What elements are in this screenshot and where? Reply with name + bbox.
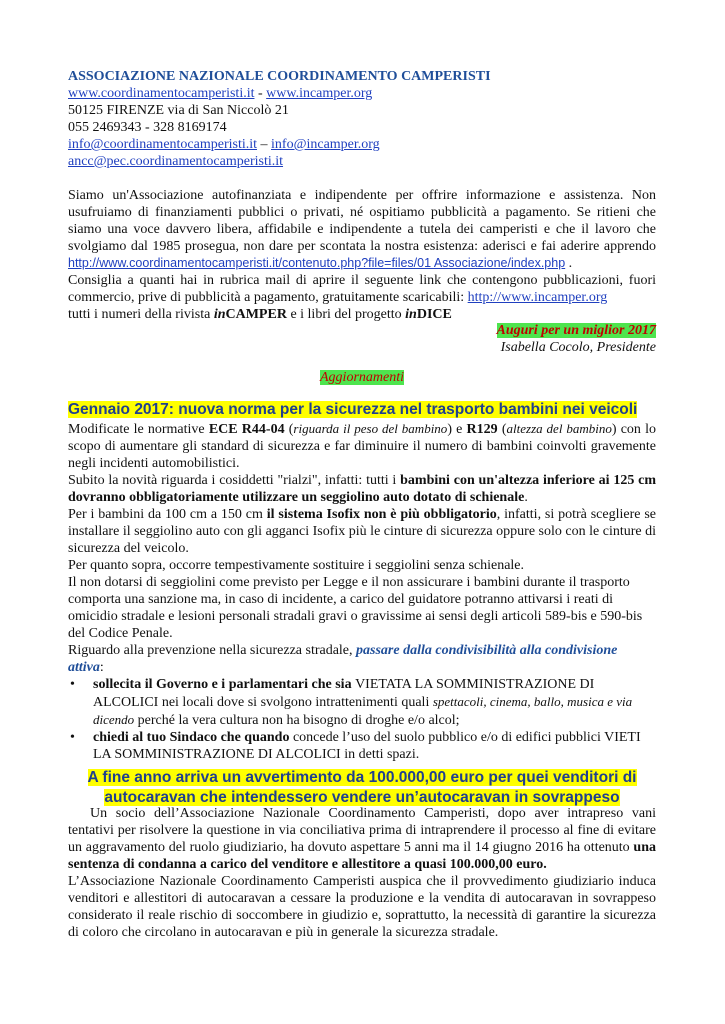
news2-paragraph-2: L’Associazione Nazionale Coordinamento Camperisti auspica che il provvedimento giudiziario induca venditori e allestitori di autocaravan a cessare la produzione e la vendita di autocaravan in sovrappeso considerato il reale rischio di soccombere in giudizio e, soprattutto, la necessità di garantire la sicurezza di coloro che circolano in autocaravan e più in generale la sicurezza stradale. [68, 874, 656, 940]
emphasis: chiedi al tuo Sindaco che quando [93, 730, 290, 745]
email-separator: – [257, 137, 272, 152]
project-prefix: in [405, 307, 417, 322]
intro-paragraph-1 [68, 187, 656, 272]
emphasis: sollecita il Governo e i parlamentari che sia [93, 677, 356, 692]
intro-paragraph-3 [68, 306, 656, 323]
email-link-coordinamento[interactable]: info@coordinamentocamperisti.it [68, 137, 258, 152]
list-item [70, 729, 656, 763]
intro-text-3a: tutti i numeri della rivista [68, 307, 214, 322]
pec-email-link[interactable]: ancc@pec.coordinamentocamperisti.it [68, 154, 284, 169]
text: Per i bambini da 100 cm a 150 cm [68, 507, 267, 522]
news1-paragraph-1 [68, 420, 656, 472]
news1-body [68, 420, 656, 763]
text: ) e [447, 422, 467, 437]
updates-heading: Aggiornamenti [320, 370, 404, 385]
email-link-incamper[interactable]: info@incamper.org [271, 137, 380, 152]
website-link-coordinamento[interactable]: www.coordinamentocamperisti.it [68, 86, 255, 101]
action-list [68, 676, 656, 763]
news1-paragraph-5: Il non dotarsi di seggiolini come previsto per Legge e il non assicurare i bambini durante il trasporto comporta una sanzione ma, in caso di incidente, a carico del guidatore potranno attivarsi i reati di omicidio stradale e lesioni personali stradali gravi o gravissime ai sensi degli articoli 589-bis e 590-bis del Codice Penale. [68, 575, 643, 641]
news2-title-line-1: A fine anno arriva un avvertimento da 100.000,00 euro per quei venditori di [87, 769, 637, 786]
magazine-name: CAMPER [225, 307, 287, 322]
signature-line: Isabella Cocolo, Presidente [500, 340, 656, 355]
text: , infatti, si potrà scegliere se installare il seggiolino auto con gli agganci Isofix più le cinture di sicurezza oppure solo con le cinture di sicurezza del veicolo. [68, 507, 656, 556]
intro-text-3b: e i libri del progetto [286, 307, 406, 322]
text: VIETATA LA SOMMINISTRAZIONE DI ALCOLICI nei locali dove si svolgono intrattenimenti quali [93, 677, 595, 710]
text: ( [284, 422, 294, 437]
news2-title-wrap [68, 768, 656, 808]
news1-title-wrap [68, 400, 656, 419]
intro-text-1-end: . [565, 256, 573, 271]
news1-paragraph-3 [68, 506, 656, 557]
header-block [68, 68, 656, 170]
emphasis: una sentenza di condanna a carico del venditore e allestitore a quasi 100.000,00 euro. [68, 840, 656, 872]
text: ( [497, 422, 507, 437]
list-item [70, 676, 656, 729]
bullet-icon: • [70, 730, 75, 745]
news1-paragraph-4: Per quanto sopra, occorre tempestivamente sostituire i seggiolini senza schienale. [68, 558, 525, 573]
norm-r129: R129 [466, 422, 498, 437]
call-to-action: passare dalla condivisibilità alla condivisione attiva [68, 643, 618, 675]
website-separator: - [254, 86, 267, 101]
text: ) con lo scopo di aumentare gli standard di sicurezza e far diminuire il numero di bambini coinvolti gravemente negli incidenti automobilistici. [68, 422, 656, 471]
emphasis: bambini con un'altezza inferiore ai 125 cm dovranno obbligatoriamente utilizzare un seggiolino auto dotato di schienale [68, 473, 656, 505]
emails-line [68, 136, 656, 153]
association-title: ASSOCIAZIONE NAZIONALE COORDINAMENTO CAMPERISTI [68, 69, 491, 84]
bullet-icon: • [70, 677, 75, 692]
intro-text-2: Consiglia a quanti hai in rubrica mail di aprire il seguente link che contengono pubblicazioni, fuori commercio, prive di pubblicità a pagamento, gratuitamente scaricabili: [68, 273, 656, 305]
news1-paragraph-6 [68, 642, 656, 676]
incamper-link[interactable]: http://www.incamper.org [467, 290, 608, 305]
weight-note: riguarda il peso del bambino [293, 421, 448, 436]
intro-paragraph-2 [68, 272, 656, 306]
websites-line [68, 85, 656, 102]
website-link-incamper[interactable]: www.incamper.org [266, 86, 373, 101]
text: Un socio dell’Associazione Nazionale Coordinamento Camperisti, dopo aver intrapreso vani tentativi per risolvere la questione in via conciliativa prima di intraprendere il processo al fine di evitare un aggravamento del ruolo giudiziario, ha dovuto aspettare 5 anni ma il 14 giugno 2016 ha ottenuto [68, 806, 656, 855]
association-page-link[interactable]: http://www.coordinamentocamperisti.it/contenuto.php?file=files/01 Associazione/index.php [68, 256, 566, 270]
intro-block [68, 187, 656, 323]
news1-paragraph-2 [68, 472, 656, 506]
text: perché la vera cultura non ha bisogno di droghe e/o alcol; [134, 713, 460, 728]
phones-line: 055 2469343 - 328 8169174 [68, 120, 227, 135]
news1-title: Gennaio 2017: nuova norma per la sicurezza nel trasporto bambini nei veicoli [68, 401, 638, 418]
examples: spettacoli, cinema, ballo, musica e via dicendo [93, 694, 633, 727]
text: concede l’uso del suolo pubblico e/o di edifici pubblici VIETI LA SOMMINISTRAZIONE DI ALCOLICI in detti spazi. [93, 730, 641, 762]
project-name: DICE [416, 307, 452, 322]
updates-heading-wrap [68, 369, 656, 386]
text: Subito la novità riguarda i cosiddetti "rialzi", infatti: tutti i [68, 473, 401, 488]
news2-paragraph-1 [68, 805, 656, 873]
norm-ece: ECE R44-04 [208, 422, 285, 437]
news2-body [68, 805, 656, 941]
magazine-prefix: in [213, 307, 226, 322]
wishes-text: Auguri per un miglior 2017 [496, 323, 656, 338]
text: : [99, 660, 104, 675]
address-line: 50125 FIRENZE via di San Niccolò 21 [68, 103, 289, 118]
intro-text-1: Siamo un'Associazione autofinanziata e indipendente per offrire informazione e assistenza. Non usufruiamo di finanziamenti pubblici o privati, né ospitiamo pubblicità a pagamento. Se ritieni che siamo una voce davvero libera, affidabile e indipendente a tutela dei camperisti e che il lavoro che svolgiamo dal 1985 prosegua, non dare per scontata la nostra esistenza: aderisci e fai aderire apprendo [68, 188, 656, 254]
emphasis: il sistema Isofix non è più obbligatorio [266, 507, 497, 522]
text: Modificate le normative [68, 422, 209, 437]
height-note: altezza del bambino [506, 421, 612, 436]
wishes-line [68, 322, 656, 339]
news2-title-line-2: autocaravan che intendessero vendere un’autocaravan in sovrappeso [104, 789, 620, 806]
text: . [524, 490, 528, 505]
text: Riguardo alla prevenzione nella sicurezza stradale, [68, 643, 357, 658]
